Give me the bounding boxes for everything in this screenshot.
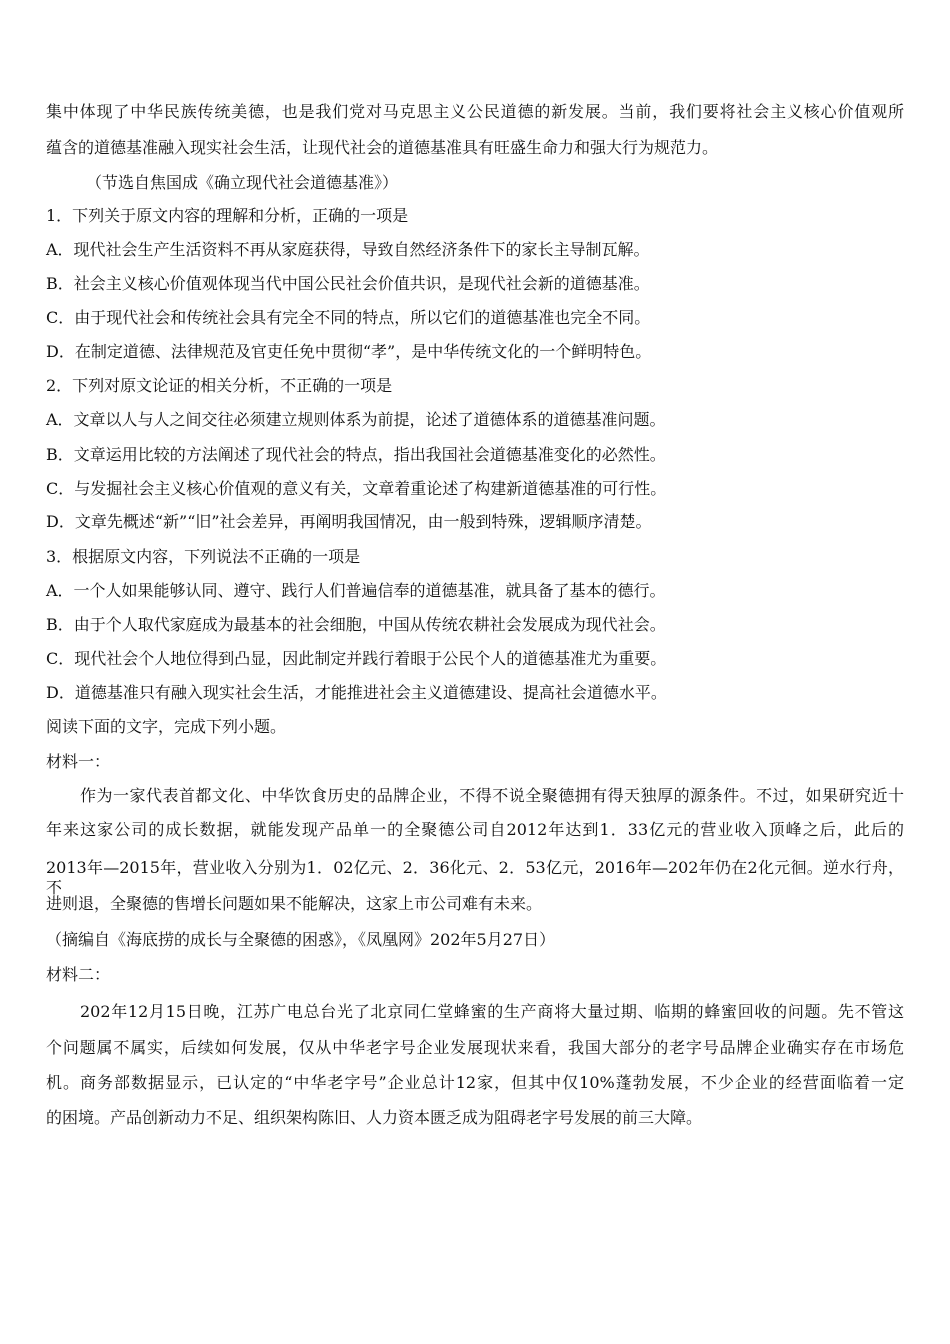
question-option: C．与发掘社会主义核心价值观的意义有关，文章着重论述了构建新道德基准的可行性。 [46,479,667,498]
question-option: A．文章以人与人之间交往必须建立规则体系为前提，论述了道德体系的道德基准问题。 [46,410,666,429]
question-option: B．由于个人取代家庭成为最基本的社会细胞，中国从传统农耕社会发展成为现代社会。 [46,615,666,634]
material1-heading: 材料一： [46,752,111,771]
question-option: C．由于现代社会和传统社会具有完全不同的特点，所以它们的道德基准也完全不同。 [46,308,651,327]
material1-line: 2013年—2015年，营业收入分别为1．02亿元、2．36化元、2．53亿元，2016年—202年仍在2化元徊。逆水行舟，不 [46,858,904,897]
question-option: A．一个人如果能够认同、遵守、践行人们普遍信奉的道德基准，就具备了基本的德行。 [46,581,666,600]
question-stem: 3．根据原文内容，下列说法不正确的一项是 [46,547,361,566]
question-option: B．社会主义核心价值观体现当代中国公民社会价值共识，是现代社会新的道德基准。 [46,274,650,293]
material1-line: 年来这家公司的成长数据，就能发现产品单一的全聚德公司自2012年达到1．33亿元的营业收入顶峰之后，此后的 [46,820,904,839]
question-option: D．文章先概述“新”“旧”社会差异，再阐明我国情况，由一般到特殊，逻辑顺序清楚。 [46,512,652,531]
material2-line: 个问题属不属实，后续如何发展，仅从中华老字号企业发展现状来看，我国大部分的老字号品牌企业确实存在市场危 [46,1038,904,1057]
question-stem: 1．下列关于原文内容的理解和分析，正确的一项是 [46,206,409,225]
question-option: D．道德基准只有融入现实社会生活，才能推进社会主义道德建设、提高社会道德水平。 [46,683,667,702]
material2-heading: 材料二： [46,965,111,984]
material2-line: 机。商务部数据显示，已认定的“中华老字号”企业总计12家，但其中仅10%蓬勃发展，不少企业的经营面临着一定 [46,1073,904,1092]
reading-instruction: 阅读下面的文字，完成下列小题。 [46,717,287,736]
material2-line: 202年12月15日晚，江苏广电总台光了北京同仁堂蜂蜜的生产商将大量过期、临期的蜂蜜回收的问题。先不管这 [80,1002,904,1021]
question-option: D．在制定道德、法律规范及官吏任免中贯彻“孝”，是中华传统文化的一个鲜明特色。 [46,342,652,361]
passage-source: （节选自焦国成《确立现代社会道德基准》） [86,173,399,192]
question-stem: 2．下列对原文论证的相关分析，不正确的一项是 [46,376,393,395]
question-option: A．现代社会生产生活资料不再从家庭获得，导致自然经济条件下的家长主导制瓦解。 [46,240,650,259]
passage-line: 集中体现了中华民族传统美德，也是我们党对马克思主义公民道德的新发展。当前，我们要将社会主义核心价值观所 [46,102,904,121]
material1-line: 作为一家代表首都文化、中华饮食历史的品牌企业，不得不说全聚德拥有得天独厚的源条件。不过，如果研究近十 [80,786,904,805]
material2-line: 的困境。产品创新动力不足、组织架构陈旧、人力资本匮乏成为阻碍老字号发展的前三大障。 [46,1108,703,1127]
question-option: C．现代社会个人地位得到凸显，因此制定并践行着眼于公民个人的道德基准尤为重要。 [46,649,667,668]
passage-line: 蕴含的道德基准融入现实社会生活，让现代社会的道德基准具有旺盛生命力和强大行为规范力。 [46,138,719,157]
material1-source: （摘编自《海底捞的成长与全聚德的困惑》，《凤凰网》202年5月27日） [46,930,556,949]
material1-line: 进则退，全聚德的售增长问题如果不能解决，这家上市公司难有未来。 [46,894,543,913]
question-option: B．文章运用比较的方法阐述了现代社会的特点，指出我国社会道德基准变化的必然性。 [46,445,666,464]
